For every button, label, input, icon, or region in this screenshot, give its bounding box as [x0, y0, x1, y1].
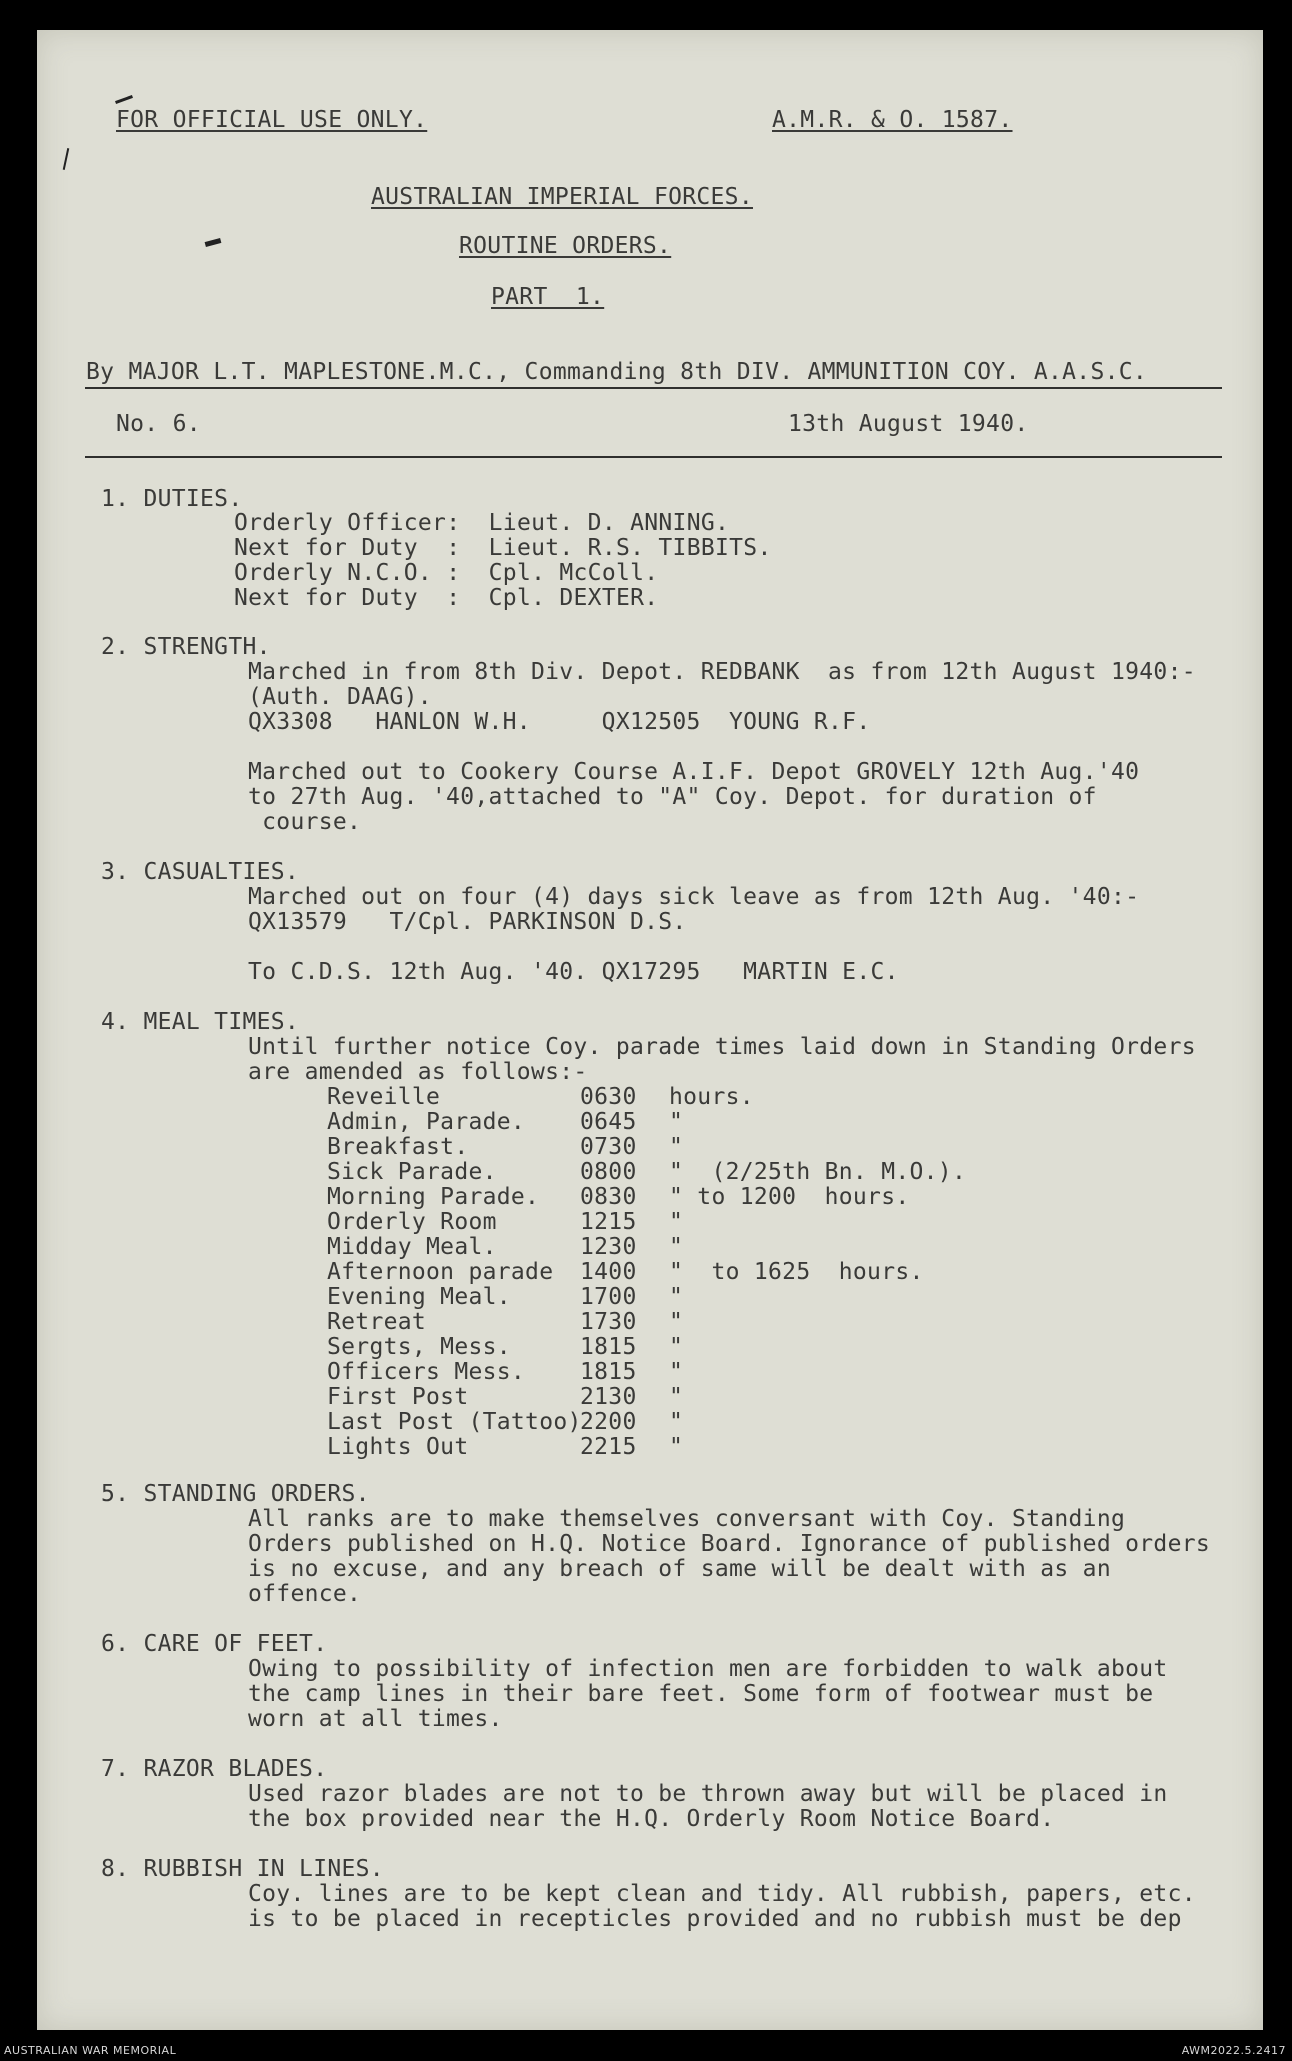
casualties-line: QX13579 T/Cpl. PARKINSON D.S.	[248, 909, 687, 935]
form-number: A.M.R. & O. 1587.	[772, 107, 1013, 133]
meal-event: Afternoon parade	[327, 1259, 554, 1285]
duties-line: Next for Duty : Lieut. R.S. TIBBITS.	[234, 535, 772, 561]
pen-mark	[115, 95, 133, 104]
meal-event: Sergts, Mess.	[327, 1334, 511, 1360]
rubbish-heading: 8. RUBBISH IN LINES.	[101, 1856, 384, 1882]
meal-time: 1730	[580, 1309, 637, 1335]
footer-right: AWM2022.5.2417	[1181, 2044, 1286, 2057]
meal-note: "	[669, 1209, 684, 1235]
standing-orders-heading: 5. STANDING ORDERS.	[101, 1481, 370, 1507]
meal-time: 0730	[580, 1134, 637, 1160]
meal-note: "	[669, 1234, 684, 1260]
pen-mark	[205, 238, 222, 247]
rubbish-line: is to be placed in recepticles provided and no rubbish must be dep	[248, 1906, 1182, 1932]
meal-time: 1700	[580, 1284, 637, 1310]
strength-heading: 2. STRENGTH.	[101, 634, 271, 660]
meal-event: Officers Mess.	[327, 1359, 526, 1385]
strength-line: Marched out to Cookery Course A.I.F. Depot GROVELY 12th Aug.'40	[248, 759, 1140, 785]
strength-line: QX3308 HANLON W.H. QX12505 YOUNG R.F.	[248, 709, 871, 735]
casualties-line: Marched out on four (4) days sick leave as from 12th Aug. '40:-	[248, 884, 1140, 910]
force-heading: AUSTRALIAN IMPERIAL FORCES.	[371, 184, 753, 210]
meal-note: "	[669, 1359, 684, 1385]
meal-event: Last Post (Tattoo)	[327, 1409, 582, 1435]
order-date: 13th August 1940.	[788, 411, 1029, 437]
casualties-heading: 3. CASUALTIES.	[101, 859, 300, 885]
meal-event: Midday Meal.	[327, 1234, 497, 1260]
header-rule-1	[85, 387, 1222, 389]
standing-orders-line: is no excuse, and any breach of same will be dealt with as an	[248, 1556, 1111, 1582]
meal-time: 2200	[580, 1409, 637, 1435]
strength-line: course.	[248, 809, 362, 835]
meal-time: 2130	[580, 1384, 637, 1410]
meal-times-intro: Until further notice Coy. parade times laid down in Standing Orders	[248, 1034, 1196, 1060]
meal-event: Admin, Parade.	[327, 1109, 526, 1135]
meal-event: Morning Parade.	[327, 1184, 540, 1210]
official-use-label: FOR OFFICIAL USE ONLY.	[116, 107, 428, 133]
header-rule-2	[85, 456, 1222, 458]
meal-event: Sick Parade.	[327, 1159, 497, 1185]
meal-note: "	[669, 1309, 684, 1335]
meal-note: "	[669, 1434, 684, 1460]
strength-line: (Auth. DAAG).	[248, 684, 432, 710]
care-of-feet-heading: 6. CARE OF FEET.	[101, 1631, 328, 1657]
meal-times-heading: 4. MEAL TIMES.	[101, 1009, 300, 1035]
meal-time: 1230	[580, 1234, 637, 1260]
meal-time: 1215	[580, 1209, 637, 1235]
meal-event: Reveille	[327, 1084, 441, 1110]
footer-left: AUSTRALIAN WAR MEMORIAL	[4, 2044, 177, 2057]
meal-time: 0800	[580, 1159, 637, 1185]
meal-note: "	[669, 1334, 684, 1360]
meal-event: Breakfast.	[327, 1134, 469, 1160]
meal-note: " (2/25th Bn. M.O.).	[669, 1159, 967, 1185]
meal-note: "	[669, 1409, 684, 1435]
meal-event: Lights Out	[327, 1434, 469, 1460]
strength-line: to 27th Aug. '40,attached to "A" Coy. Depot. for duration of	[248, 784, 1097, 810]
duties-heading: 1. DUTIES.	[101, 486, 243, 512]
meal-note: " to 1200 hours.	[669, 1184, 910, 1210]
meal-event: First Post	[327, 1384, 469, 1410]
pen-mark	[63, 148, 70, 170]
meal-time: 0830	[580, 1184, 637, 1210]
document-page	[37, 30, 1263, 2030]
meal-time: 0645	[580, 1109, 637, 1135]
duties-line: Next for Duty : Cpl. DEXTER.	[234, 585, 659, 611]
razor-blades-line: Used razor blades are not to be thrown away but will be placed in	[248, 1781, 1168, 1807]
razor-blades-heading: 7. RAZOR BLADES.	[101, 1756, 328, 1782]
care-of-feet-line: worn at all times.	[248, 1706, 503, 1732]
duties-line: Orderly Officer: Lieut. D. ANNING.	[234, 510, 730, 536]
document-title: ROUTINE ORDERS.	[459, 233, 672, 259]
meal-time: 1815	[580, 1359, 637, 1385]
standing-orders-line: All ranks are to make themselves conversant with Coy. Standing	[248, 1506, 1126, 1532]
meal-time: 1400	[580, 1259, 637, 1285]
rubbish-line: Coy. lines are to be kept clean and tidy. All rubbish, papers, etc.	[248, 1881, 1196, 1907]
meal-time: 1815	[580, 1334, 637, 1360]
care-of-feet-line: the camp lines in their bare feet. Some form of footwear must be	[248, 1681, 1154, 1707]
by-line: By MAJOR L.T. MAPLESTONE.M.C., Commanding 8th DIV. AMMUNITION COY. A.A.S.C.	[86, 359, 1148, 385]
meal-note: "	[669, 1109, 684, 1135]
meal-note: "	[669, 1384, 684, 1410]
meal-times-intro: are amended as follows:-	[248, 1059, 588, 1085]
part-label: PART 1.	[491, 284, 605, 310]
meal-event: Orderly Room	[327, 1209, 497, 1235]
meal-event: Evening Meal.	[327, 1284, 511, 1310]
standing-orders-line: Orders published on H.Q. Notice Board. Ignorance of published orders	[248, 1531, 1211, 1557]
order-number: No. 6.	[116, 411, 201, 437]
duties-line: Orderly N.C.O. : Cpl. McColl.	[234, 560, 659, 586]
meal-note: "	[669, 1134, 684, 1160]
casualties-line: To C.D.S. 12th Aug. '40. QX17295 MARTIN E.C.	[248, 959, 899, 985]
meal-note: " to 1625 hours.	[669, 1259, 924, 1285]
care-of-feet-line: Owing to possibility of infection men are forbidden to walk about	[248, 1656, 1168, 1682]
meal-event: Retreat	[327, 1309, 427, 1335]
standing-orders-line: offence.	[248, 1581, 362, 1607]
strength-line: Marched in from 8th Div. Depot. REDBANK as from 12th August 1940:-	[248, 659, 1196, 685]
razor-blades-line: the box provided near the H.Q. Orderly Room Notice Board.	[248, 1806, 1055, 1832]
meal-time: 2215	[580, 1434, 637, 1460]
meal-time: 0630	[580, 1084, 637, 1110]
meal-note: hours.	[669, 1084, 754, 1110]
meal-note: "	[669, 1284, 684, 1310]
